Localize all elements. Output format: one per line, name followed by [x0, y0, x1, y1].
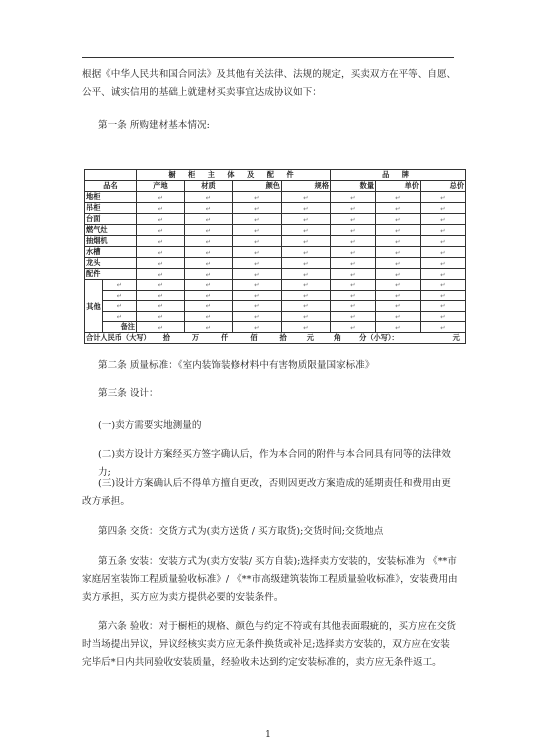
table-cell [331, 269, 376, 280]
cell-mark: ↵ [440, 204, 446, 213]
table-cell [282, 236, 331, 247]
table-cell [331, 225, 376, 236]
cell-mark: ↵ [440, 281, 446, 290]
cell-mark: ↵ [205, 323, 212, 332]
cell-mark: ↵ [205, 193, 212, 202]
unit-text: 角 [333, 333, 342, 342]
table-cell [331, 203, 376, 214]
table-cell [233, 301, 282, 312]
cell-mark: ↵ [350, 323, 356, 332]
cell-mark: ↵ [440, 237, 446, 246]
table-cell [185, 225, 233, 236]
table-cell [421, 214, 466, 225]
table-cell [103, 280, 137, 291]
cell-mark: ↵ [254, 323, 260, 332]
cell-mark: ↵ [254, 248, 260, 257]
table-cell [421, 236, 466, 247]
table-row [85, 225, 466, 236]
cell-mark: ↵ [205, 259, 212, 268]
table-cell [331, 192, 376, 203]
table-cell [376, 258, 421, 269]
table-cell [282, 280, 331, 291]
article-6: 第六条 验收：对于橱柜的规格、颜色与约定不符或有其他表面瑕疵的，买方应在交货时当场提出异议，异议经核实卖方应无条件换货或补足;选择卖方安装的，双方应在安装完毕后*日内共同验收安装质量，经验收未达到约定安装标准的，卖方应无条件返工。 [82, 621, 457, 668]
table-cell [421, 280, 466, 291]
cell-mark: ↵ [205, 204, 212, 213]
table-cell [233, 290, 282, 301]
cell-mark: ↵ [116, 281, 123, 290]
cell-mark: ↵ [157, 259, 164, 268]
item-name: 水槽 [85, 247, 137, 258]
cell-mark: ↵ [440, 323, 446, 332]
unit-text: 元 [452, 333, 460, 342]
cell-mark: ↵ [350, 215, 356, 224]
cell-mark: ↵ [350, 237, 356, 246]
cell-mark: ↵ [254, 193, 260, 202]
item-name: 龙头 [85, 258, 137, 269]
table-cell [233, 192, 282, 203]
cell-mark: ↵ [303, 259, 309, 268]
cell-mark: ↵ [303, 193, 309, 202]
table-cell [331, 236, 376, 247]
total-row [85, 333, 466, 344]
cell-mark: ↵ [205, 312, 212, 321]
cell-mark: ↵ [157, 226, 164, 235]
table-cell [421, 290, 466, 301]
cell-mark: ↵ [254, 215, 260, 224]
table-cell [103, 311, 137, 322]
table-row [85, 258, 466, 269]
cell-mark: ↵ [395, 291, 401, 300]
table-row-other [85, 322, 466, 333]
table-cell [376, 290, 421, 301]
table-cell [331, 301, 376, 312]
cell-mark: ↵ [350, 204, 356, 213]
table-cell [137, 214, 185, 225]
table-cell [233, 311, 282, 322]
table-cell [137, 322, 185, 333]
cell-mark: ↵ [157, 291, 164, 300]
group-label-brand: 品 牌 [331, 170, 466, 181]
article-2: 第二条 质量标准：《室内装饰装修材料中有害物质限量国家标准》 [98, 360, 375, 371]
item-name: 地柜 [85, 192, 137, 203]
cell-mark: ↵ [157, 270, 164, 279]
remarks-label: 备注 [103, 322, 137, 333]
table-cell [103, 290, 137, 301]
table-cell [185, 236, 233, 247]
table-cell [421, 301, 466, 312]
table-cell [282, 269, 331, 280]
col-header: 总价 [421, 181, 466, 192]
cell-mark: ↵ [440, 302, 446, 311]
article-3-heading: 第三条 设计： [98, 388, 159, 399]
col-header: 品名 [85, 181, 137, 192]
item-name: 吊柜 [85, 203, 137, 214]
cell-mark: ↵ [254, 259, 260, 268]
table-row-other [85, 290, 466, 301]
table-header-row [85, 181, 466, 192]
table-cell [331, 247, 376, 258]
table-cell [185, 247, 233, 258]
table-cell [282, 214, 331, 225]
table-cell [233, 225, 282, 236]
cell-mark: ↵ [303, 312, 309, 321]
cell-mark: ↵ [205, 226, 212, 235]
table-cell [137, 236, 185, 247]
cell-mark: ↵ [205, 248, 212, 257]
cell-mark: ↵ [350, 226, 356, 235]
other-label: 其他 [85, 280, 103, 333]
item-name: 台面 [85, 214, 137, 225]
cell-mark: ↵ [157, 323, 164, 332]
table-cell [282, 225, 331, 236]
table-cell [376, 192, 421, 203]
cell-mark: ↵ [395, 270, 401, 279]
cell-mark: ↵ [157, 237, 164, 246]
table-cell [282, 258, 331, 269]
cell-mark: ↵ [303, 323, 309, 332]
col-header: 产地 [137, 181, 185, 192]
cell-mark: ↵ [395, 259, 401, 268]
table-cell [185, 290, 233, 301]
item-name: 抽烟机 [85, 236, 137, 247]
cell-mark: ↵ [157, 204, 164, 213]
cell-mark: ↵ [303, 248, 309, 257]
unit-text: 元 [306, 333, 314, 342]
table-cell [376, 311, 421, 322]
intro-paragraph: 根据《中华人民共和国合同法》及其他有关法律、法规的规定，买卖双方在平等、自愿、公平、诚实信用的基础上就建材买卖事宜达成协议如下： [82, 69, 457, 98]
table-cell [282, 290, 331, 301]
cell-mark: ↵ [350, 270, 356, 279]
cell-mark: ↵ [395, 226, 401, 235]
table-cell [137, 280, 185, 291]
table-cell [137, 301, 185, 312]
header-rule [82, 57, 454, 58]
cell-mark: ↵ [350, 302, 356, 311]
table-cell [331, 311, 376, 322]
cell-mark: ↵ [440, 270, 446, 279]
cell-mark: ↵ [395, 248, 401, 257]
table-cell [137, 290, 185, 301]
total-label: 合计人民币（大写） [86, 333, 151, 342]
table-cell [185, 301, 233, 312]
table-cell [421, 203, 466, 214]
table-cell [185, 258, 233, 269]
table-cell [421, 247, 466, 258]
cell-mark: ↵ [350, 291, 356, 300]
table-cell [421, 311, 466, 322]
table-cell [137, 311, 185, 322]
unit-text: 仟 [221, 333, 229, 342]
col-header: 单价 [376, 181, 421, 192]
cell-mark: ↵ [440, 215, 446, 224]
table-cell [233, 280, 282, 291]
table-cell [233, 214, 282, 225]
cell-mark: ↵ [395, 237, 401, 246]
table-cell [331, 280, 376, 291]
unit-text: 拾 [279, 333, 287, 342]
cell-mark: ↵ [395, 323, 401, 332]
table-cell [137, 247, 185, 258]
table-cell [282, 311, 331, 322]
table-cell [233, 236, 282, 247]
cell-mark: ↵ [395, 302, 401, 311]
table-cell [103, 301, 137, 312]
col-header: 数量 [331, 181, 376, 192]
cell-mark: ↵ [395, 281, 401, 290]
cell-mark: ↵ [303, 226, 309, 235]
table-cell [421, 322, 466, 333]
cell-mark: ↵ [254, 291, 260, 300]
table-row [85, 192, 466, 203]
table-cell [376, 225, 421, 236]
cell-mark: ↵ [395, 193, 401, 202]
table-cell [331, 258, 376, 269]
table-cell [137, 192, 185, 203]
col-header: 颜色 [233, 181, 282, 192]
table-cell [331, 290, 376, 301]
table-cell [185, 214, 233, 225]
cell-mark: ↵ [440, 248, 446, 257]
cell-mark: ↵ [303, 302, 309, 311]
cell-mark: ↵ [350, 281, 356, 290]
cell-mark: ↵ [303, 270, 309, 279]
cell-mark: ↵ [440, 291, 446, 300]
unit-text: 万 [191, 333, 200, 342]
table-cell [185, 322, 233, 333]
cell-mark: ↵ [254, 302, 260, 311]
table-cell [233, 203, 282, 214]
table-cell [137, 203, 185, 214]
table-cell [376, 269, 421, 280]
cell-mark: ↵ [254, 226, 260, 235]
table-cell [185, 280, 233, 291]
table-row [85, 269, 466, 280]
table-cell [376, 214, 421, 225]
table-cell [282, 301, 331, 312]
table-cell [376, 301, 421, 312]
table-row [85, 247, 466, 258]
cell-mark: ↵ [440, 193, 446, 202]
cell-mark: ↵ [440, 226, 446, 235]
cell-mark: ↵ [395, 204, 401, 213]
article-3-item-3: (三)设计方案确认后不得单方擅自更改，否则因更改方案造成的延期责任和费用由更改方承担。 [82, 478, 451, 507]
table-cell [376, 280, 421, 291]
table-cell [137, 225, 185, 236]
cell-mark: ↵ [157, 312, 164, 321]
cell-mark: ↵ [303, 237, 309, 246]
cell-mark: ↵ [395, 312, 401, 321]
table-cell [185, 203, 233, 214]
unit-text: 佰 [250, 333, 258, 342]
cell-mark: ↵ [116, 312, 123, 321]
cell-mark: ↵ [254, 204, 260, 213]
table-cell [282, 192, 331, 203]
cell-mark: ↵ [303, 204, 309, 213]
article-3-item-1: (一)卖方需要实地测量的 [98, 420, 202, 431]
unit-text: 分（小写）： [359, 333, 399, 342]
table-row-other [85, 301, 466, 312]
table-cell [421, 225, 466, 236]
table-cell [137, 269, 185, 280]
article-4: 第四条 交货：交货方式为(卖方送货 / 买方取货);交货时间;交货地点 [98, 526, 384, 537]
table-cell [282, 322, 331, 333]
col-header: 规格 [282, 181, 331, 192]
cell-mark: ↵ [303, 215, 309, 224]
cell-mark: ↵ [205, 270, 212, 279]
table-cell [421, 269, 466, 280]
table-cell [233, 258, 282, 269]
cell-mark: ↵ [157, 215, 164, 224]
total-line [85, 333, 466, 344]
cell-mark: ↵ [205, 291, 212, 300]
table-cell [331, 214, 376, 225]
cell-mark: ↵ [157, 281, 164, 290]
table-row [85, 236, 466, 247]
table-row [85, 214, 466, 225]
table-cell [233, 247, 282, 258]
table-cell [421, 192, 466, 203]
cell-mark: ↵ [350, 193, 356, 202]
cell-mark: ↵ [350, 259, 356, 268]
item-name: 配件 [85, 269, 137, 280]
table-group-row [85, 170, 466, 181]
cell-mark: ↵ [254, 312, 260, 321]
page-number: 1 [265, 730, 271, 740]
table-cell [185, 311, 233, 322]
cell-mark: ↵ [254, 237, 260, 246]
cell-mark: ↵ [254, 281, 260, 290]
article-3-item-2: (二)卖方设计方案经买方签字确认后，作为本合同的附件与本合同具有同等的法律效力; [98, 449, 451, 478]
cell-mark: ↵ [303, 291, 309, 300]
cell-mark: ↵ [157, 248, 164, 257]
table-cell [376, 322, 421, 333]
table-row-other [85, 311, 466, 322]
table-cell [376, 203, 421, 214]
table-cell [233, 269, 282, 280]
cell-mark: ↵ [205, 302, 212, 311]
table-row-other [85, 280, 466, 291]
cell-mark: ↵ [303, 281, 309, 290]
table-cell [137, 258, 185, 269]
table-cell [282, 203, 331, 214]
cell-mark: ↵ [440, 259, 446, 268]
col-header: 材质 [185, 181, 233, 192]
table-cell [185, 192, 233, 203]
item-name: 燃气灶 [85, 225, 137, 236]
materials-table [84, 169, 466, 344]
table-row [85, 203, 466, 214]
unit-text: 拾 [162, 333, 170, 342]
table-cell [185, 269, 233, 280]
table-cell [233, 322, 282, 333]
cell-mark: ↵ [254, 270, 260, 279]
group-label-cabinet: 橱 柜 主 体 及 配 件 [137, 170, 331, 181]
cell-mark: ↵ [205, 237, 212, 246]
cell-mark: ↵ [205, 215, 212, 224]
table-cell [421, 258, 466, 269]
cell-mark: ↵ [157, 193, 164, 202]
cell-mark: ↵ [205, 281, 212, 290]
cell-mark: ↵ [116, 302, 123, 311]
cell-mark: ↵ [440, 312, 446, 321]
cell-mark: ↵ [116, 291, 123, 300]
cell-mark: ↵ [350, 248, 356, 257]
table-cell [376, 247, 421, 258]
cell-mark: ↵ [350, 312, 356, 321]
table-cell [331, 322, 376, 333]
table-cell [282, 247, 331, 258]
cell-mark: ↵ [395, 215, 401, 224]
cell-mark: ↵ [157, 302, 164, 311]
article-5: 第五条 安装：安装方式为(卖方安装/ 买方自装);选择卖方安装的，安装标准为 《**市家庭居室装饰工程质量验收标准》/ 《**市高级建筑装饰工程质量验收标准》，安装费用由卖方承担，买方应为卖方提供必要的安装条件。 [82, 556, 458, 603]
table-cell [376, 236, 421, 247]
article-1-heading: 第一条 所购建材基本情况: [98, 120, 210, 131]
